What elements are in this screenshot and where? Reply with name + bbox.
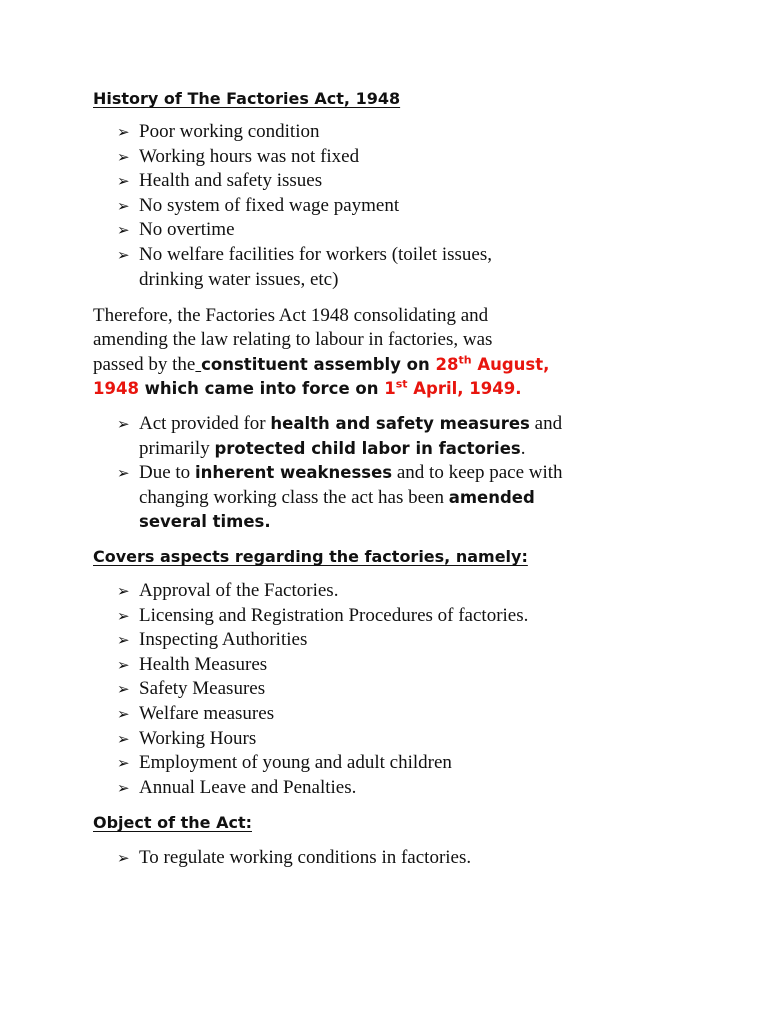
- arrow-bullet-icon: ➢: [117, 147, 130, 166]
- arrow-bullet-icon: ➢: [117, 849, 130, 867]
- arrow-bullet-icon: ➢: [117, 582, 130, 600]
- covers-heading: Covers aspects regarding the factories, namely:: [93, 547, 528, 566]
- arrow-bullet-icon: ➢: [117, 172, 130, 191]
- list-item: ➢ Welfare measures: [117, 702, 728, 727]
- arrow-bullet-icon: ➢: [117, 655, 130, 674]
- list-item: ➢ Inspecting Authorities: [117, 628, 728, 653]
- list-item: ➢ Annual Leave and Penalties.: [117, 776, 728, 801]
- list-item: ➢ Licensing and Registration Procedures of factories.: [117, 604, 728, 629]
- passed-date: 28th August,: [435, 353, 550, 374]
- list-item: ➢ No overtime: [117, 218, 728, 243]
- arrow-bullet-icon: ➢: [117, 196, 130, 215]
- arrow-bullet-icon: ➢: [117, 778, 130, 797]
- list-item: ➢ Working hours was not fixed: [117, 145, 728, 170]
- list-item: ➢ Approval of the Factories.: [117, 579, 728, 604]
- list-item: ➢ No system of fixed wage payment: [117, 194, 728, 219]
- arrow-bullet-icon: ➢: [117, 221, 130, 240]
- arrow-bullet-icon: ➢: [117, 245, 130, 264]
- arrow-bullet-icon: ➢: [117, 729, 130, 748]
- list-item: ➢ Health and safety issues: [117, 169, 728, 194]
- history-list: [117, 120, 728, 292]
- therefore-paragraph: Therefore, the Factories Act 1948 consolidating and amending the law relating to labour in factories, was passed by the constituent assembly on 28th August, 1948 which came into force on 1st April, 1949.: [93, 305, 550, 399]
- history-heading: History of The Factories Act, 1948: [93, 89, 401, 108]
- arrow-bullet-icon: ➢: [117, 606, 130, 625]
- arrow-bullet-icon: ➢: [117, 464, 130, 483]
- arrow-bullet-icon: ➢: [117, 704, 130, 723]
- object-list: [117, 846, 728, 871]
- object-heading: Object of the Act:: [93, 813, 252, 832]
- list-item: ➢ Due to inherent weaknesses and to keep pace with changing working class the act has been amended several times.: [117, 462, 563, 532]
- arrow-bullet-icon: ➢: [117, 415, 130, 433]
- list-item: ➢ No welfare facilities for workers (toilet issues, drinking water issues, etc): [117, 243, 492, 290]
- list-item: ➢ Safety Measures: [117, 677, 728, 702]
- list-item: ➢ Working Hours: [117, 727, 728, 752]
- list-item: ➢ Health Measures: [117, 653, 728, 678]
- arrow-bullet-icon: ➢: [117, 631, 130, 650]
- arrow-bullet-icon: ➢: [117, 123, 130, 141]
- list-item: ➢ Employment of young and adult children: [117, 751, 728, 776]
- list-item: ➢ Act provided for health and safety measures and primarily protected child labor in factories.: [117, 413, 563, 459]
- arrow-bullet-icon: ➢: [117, 680, 130, 699]
- covers-list: [117, 579, 728, 800]
- force-date: 1st April, 1949.: [384, 377, 522, 399]
- list-item: ➢ Poor working condition: [117, 120, 728, 145]
- list-item: ➢ To regulate working conditions in factories.: [117, 846, 728, 871]
- arrow-bullet-icon: ➢: [117, 754, 130, 773]
- act-points-list: [117, 412, 728, 535]
